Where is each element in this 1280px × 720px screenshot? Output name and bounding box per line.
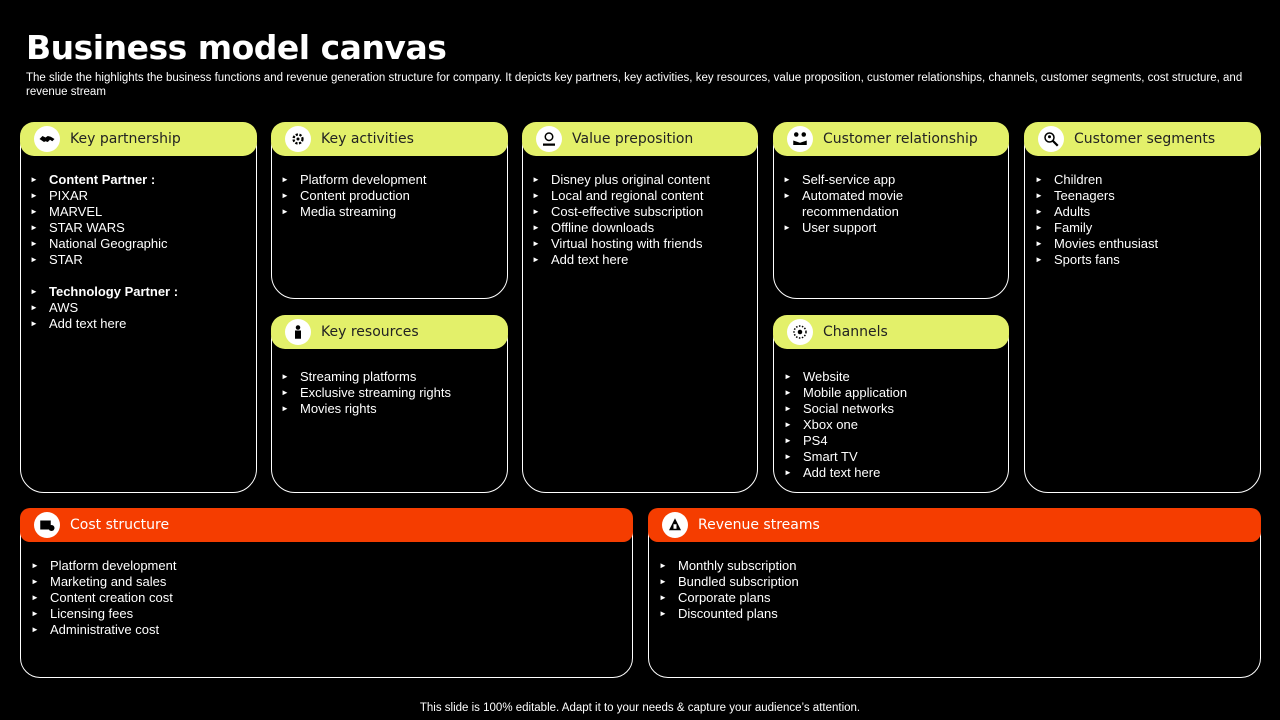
list-item bbox=[30, 220, 245, 236]
cost-structure-list bbox=[31, 558, 431, 638]
list-item bbox=[30, 188, 245, 204]
bullet-arrow-icon: ► bbox=[31, 561, 39, 570]
bullet-arrow-icon: ► bbox=[784, 388, 792, 397]
handshake-icon bbox=[34, 126, 60, 152]
list-item bbox=[30, 268, 245, 284]
list-item-text: Movies enthusiast bbox=[1054, 236, 1159, 251]
key-activities-title: Key activities bbox=[321, 131, 414, 147]
list-item bbox=[532, 220, 747, 236]
list-item-text: Sports fans bbox=[1054, 252, 1120, 267]
list-item-text: Xbox one bbox=[803, 417, 858, 432]
list-item bbox=[30, 172, 245, 188]
list-item bbox=[784, 465, 999, 481]
list-item bbox=[30, 300, 245, 316]
bullet-arrow-icon: ► bbox=[30, 287, 38, 296]
list-item bbox=[31, 558, 431, 574]
footer-note: This slide is 100% editable. Adapt it to your needs & capture your audience’s attention. bbox=[419, 702, 861, 714]
bullet-arrow-icon: ► bbox=[1035, 207, 1043, 216]
list-item-text: MARVEL bbox=[49, 204, 103, 219]
list-item-text: Family bbox=[1054, 220, 1093, 235]
list-item-text: Monthly subscription bbox=[678, 558, 797, 573]
list-item bbox=[659, 590, 1059, 606]
bullet-arrow-icon: ► bbox=[784, 468, 792, 477]
list-item-text: Add text here bbox=[49, 316, 127, 331]
network-icon bbox=[787, 319, 813, 345]
list-item-text: Content production bbox=[300, 188, 410, 203]
bullet-arrow-icon: ► bbox=[783, 191, 791, 200]
list-item bbox=[281, 172, 496, 188]
bullet-arrow-icon: ► bbox=[783, 175, 791, 184]
bullet-arrow-icon: ► bbox=[1035, 175, 1043, 184]
list-item-text: Local and regional content bbox=[551, 188, 704, 203]
bullet-arrow-icon: ► bbox=[532, 239, 540, 248]
cost-structure-header bbox=[20, 508, 633, 542]
person-icon bbox=[285, 319, 311, 345]
bullet-arrow-icon: ► bbox=[281, 372, 289, 381]
list-item bbox=[784, 417, 999, 433]
list-item bbox=[1035, 172, 1250, 188]
list-item bbox=[31, 606, 431, 622]
people-handshake-icon bbox=[787, 126, 813, 152]
list-item-text: Self-service app bbox=[802, 172, 896, 187]
bullet-arrow-icon: ► bbox=[30, 175, 38, 184]
bullet-arrow-icon: ► bbox=[659, 577, 667, 586]
channels-header bbox=[773, 315, 1009, 349]
list-item-text: Offline downloads bbox=[551, 220, 655, 235]
bullet-arrow-icon: ► bbox=[1035, 191, 1043, 200]
list-item-text: Technology Partner : bbox=[49, 284, 179, 299]
bullet-arrow-icon: ► bbox=[31, 577, 39, 586]
list-item-text: Platform development bbox=[300, 172, 427, 187]
list-item bbox=[281, 385, 496, 401]
bullet-arrow-icon: ► bbox=[30, 191, 38, 200]
list-item bbox=[659, 558, 1059, 574]
list-item bbox=[31, 574, 431, 590]
bullet-arrow-icon: ► bbox=[1035, 239, 1043, 248]
bullet-arrow-icon: ► bbox=[31, 625, 39, 634]
list-item-text: National Geographic bbox=[49, 236, 168, 251]
list-item bbox=[30, 236, 245, 252]
value-proposition-header bbox=[522, 122, 758, 156]
page-subtitle: The slide the highlights the business functions and revenue generation structure for company. It depicts key partners, key activities, key resources, value proposition, customer relationships, channels, customer segments, cost structure, and revenue stream bbox=[26, 72, 1243, 98]
list-item bbox=[783, 188, 933, 220]
list-item bbox=[532, 204, 747, 220]
customer-relationship-title: Customer relationship bbox=[823, 131, 978, 147]
list-item-text: Administrative cost bbox=[50, 622, 160, 637]
bullet-arrow-icon: ► bbox=[31, 593, 39, 602]
bullet-arrow-icon: ► bbox=[30, 255, 38, 264]
bullet-arrow-icon: ► bbox=[281, 175, 289, 184]
customer-relationship-header bbox=[773, 122, 1009, 156]
key-partnership-list bbox=[30, 172, 245, 332]
customer-segments-title: Customer segments bbox=[1074, 131, 1216, 147]
list-item-text: Bundled subscription bbox=[678, 574, 799, 589]
list-item-text: PIXAR bbox=[49, 188, 89, 203]
bullet-arrow-icon: ► bbox=[532, 191, 540, 200]
bullet-arrow-icon: ► bbox=[30, 207, 38, 216]
list-item bbox=[784, 449, 999, 465]
revenue-streams-list bbox=[659, 558, 1059, 622]
list-item bbox=[281, 204, 496, 220]
value-hand-icon bbox=[536, 126, 562, 152]
list-item-text: Social networks bbox=[803, 401, 895, 416]
revenue-streams-title: Revenue streams bbox=[698, 517, 820, 533]
customer-segments-header bbox=[1024, 122, 1261, 156]
list-item-text: Add text here bbox=[803, 465, 881, 480]
list-item-text: AWS bbox=[49, 300, 79, 315]
bullet-arrow-icon: ► bbox=[783, 223, 791, 232]
list-item-text: STAR bbox=[49, 252, 83, 267]
list-item-text: Cost-effective subscription bbox=[551, 204, 704, 219]
list-item bbox=[281, 401, 496, 417]
revenue-streams-header bbox=[648, 508, 1261, 542]
list-item bbox=[783, 220, 933, 236]
list-item bbox=[532, 236, 747, 252]
key-resources-title: Key resources bbox=[321, 324, 419, 340]
list-item bbox=[532, 188, 747, 204]
bullet-arrow-icon: ► bbox=[281, 207, 289, 216]
bullet-arrow-icon: ► bbox=[30, 239, 38, 248]
list-item bbox=[659, 606, 1059, 622]
key-partnership-title: Key partnership bbox=[70, 131, 181, 147]
channels-title: Channels bbox=[823, 324, 888, 340]
list-item-text: Marketing and sales bbox=[50, 574, 167, 589]
bullet-arrow-icon: ► bbox=[30, 223, 38, 232]
bullet-arrow-icon: ► bbox=[31, 609, 39, 618]
list-item-text: Licensing fees bbox=[50, 606, 134, 621]
bullet-arrow-icon: ► bbox=[281, 191, 289, 200]
list-item bbox=[30, 284, 245, 300]
channels-list bbox=[784, 369, 999, 481]
list-item-text: PS4 bbox=[803, 433, 828, 448]
cost-structure-title: Cost structure bbox=[70, 517, 170, 533]
list-item bbox=[1035, 252, 1250, 268]
list-item bbox=[31, 590, 431, 606]
gears-icon bbox=[285, 126, 311, 152]
list-item bbox=[784, 369, 999, 385]
list-item-text: Automated movie recommendation bbox=[802, 188, 904, 219]
money-icon bbox=[34, 512, 60, 538]
list-item-text: User support bbox=[802, 220, 877, 235]
search-people-icon bbox=[1038, 126, 1064, 152]
list-item-text: Adults bbox=[1054, 204, 1091, 219]
value-proposition-list bbox=[532, 172, 747, 268]
bullet-arrow-icon: ► bbox=[532, 255, 540, 264]
list-item-text: Movies rights bbox=[300, 401, 377, 416]
list-item-text: Virtual hosting with friends bbox=[551, 236, 703, 251]
bullet-arrow-icon: ► bbox=[281, 388, 289, 397]
bullet-arrow-icon: ► bbox=[784, 372, 792, 381]
bullet-arrow-icon: ► bbox=[784, 420, 792, 429]
bullet-arrow-icon: ► bbox=[659, 593, 667, 602]
key-activities-header bbox=[271, 122, 508, 156]
list-item-text: Discounted plans bbox=[678, 606, 778, 621]
list-item-text: Teenagers bbox=[1054, 188, 1115, 203]
list-item-text: Disney plus original content bbox=[551, 172, 710, 187]
key-resources-list bbox=[281, 369, 496, 417]
list-item bbox=[281, 369, 496, 385]
list-item-text: Website bbox=[803, 369, 850, 384]
list-item-text: Exclusive streaming rights bbox=[300, 385, 451, 400]
list-item-text: Platform development bbox=[50, 558, 177, 573]
list-item bbox=[784, 385, 999, 401]
bullet-arrow-icon: ► bbox=[659, 561, 667, 570]
list-item-text: Children bbox=[1054, 172, 1103, 187]
list-item-text: Content Partner : bbox=[49, 172, 156, 187]
list-item bbox=[532, 172, 747, 188]
list-item bbox=[1035, 236, 1250, 252]
list-item bbox=[30, 204, 245, 220]
bullet-arrow-icon: ► bbox=[784, 436, 792, 445]
list-item bbox=[784, 401, 999, 417]
bullet-arrow-icon: ► bbox=[784, 452, 792, 461]
page-title: Business model canvas bbox=[26, 28, 447, 67]
list-item bbox=[783, 172, 933, 188]
bullet-arrow-icon: ► bbox=[281, 404, 289, 413]
list-item-text: Mobile application bbox=[803, 385, 908, 400]
key-partnership-header bbox=[20, 122, 257, 156]
key-resources-header bbox=[271, 315, 508, 349]
bullet-arrow-icon: ► bbox=[1035, 255, 1043, 264]
bullet-arrow-icon: ► bbox=[532, 175, 540, 184]
list-item-text: Smart TV bbox=[803, 449, 858, 464]
list-item-text: Streaming platforms bbox=[300, 369, 417, 384]
customer-segments-list bbox=[1035, 172, 1250, 268]
revenue-icon bbox=[662, 512, 688, 538]
customer-relationship-list bbox=[783, 172, 933, 236]
list-item bbox=[30, 252, 245, 268]
bullet-arrow-icon: ► bbox=[659, 609, 667, 618]
list-item bbox=[30, 316, 245, 332]
bullet-arrow-icon: ► bbox=[532, 223, 540, 232]
bullet-arrow-icon: ► bbox=[532, 207, 540, 216]
list-item bbox=[31, 622, 431, 638]
list-item bbox=[659, 574, 1059, 590]
bullet-arrow-icon: ► bbox=[784, 404, 792, 413]
value-proposition-title: Value preposition bbox=[572, 131, 694, 147]
list-item bbox=[1035, 220, 1250, 236]
list-item bbox=[1035, 204, 1250, 220]
list-item-text: Corporate plans bbox=[678, 590, 771, 605]
list-item bbox=[532, 252, 747, 268]
bullet-arrow-icon: ► bbox=[1035, 223, 1043, 232]
list-item bbox=[1035, 188, 1250, 204]
list-item bbox=[784, 433, 999, 449]
list-item-text: Add text here bbox=[551, 252, 629, 267]
bullet-arrow-icon: ► bbox=[30, 303, 38, 312]
key-activities-list bbox=[281, 172, 496, 220]
list-item-text: STAR WARS bbox=[49, 220, 125, 235]
list-item-text: Media streaming bbox=[300, 204, 397, 219]
list-item bbox=[281, 188, 496, 204]
bullet-arrow-icon: ► bbox=[30, 319, 38, 328]
list-item-text: Content creation cost bbox=[50, 590, 173, 605]
